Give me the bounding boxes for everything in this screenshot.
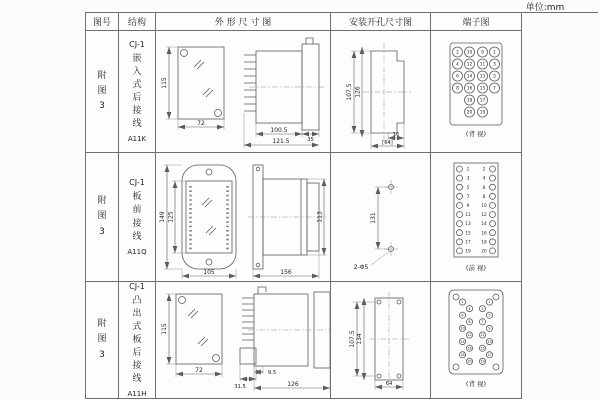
hole-label: 2-Φ5 <box>353 264 369 271</box>
structure-cell <box>119 31 156 153</box>
dim-label: 16 <box>392 132 400 138</box>
svg-text:5: 5 <box>466 185 470 191</box>
model-prefix: CJ-1 <box>129 39 145 49</box>
dim-label: 115 <box>161 323 168 335</box>
dim-label: 107.5 <box>349 330 356 348</box>
dim-label: 156 <box>280 269 292 276</box>
terminal-grid <box>457 166 496 255</box>
svg-text:15: 15 <box>465 231 471 237</box>
svg-text:9: 9 <box>488 326 491 331</box>
structure-text: 板前接线 <box>132 192 142 242</box>
svg-text:6: 6 <box>482 185 486 191</box>
svg-text:4: 4 <box>482 176 486 182</box>
terminal-cell-a11h <box>431 282 521 398</box>
header-terminal-col: 端子图 <box>431 13 521 31</box>
outline-cell-a11q <box>156 153 331 282</box>
view-caption: (前 视) <box>465 264 487 272</box>
svg-text:11: 11 <box>480 333 485 338</box>
mounting-drawing-a11k <box>331 31 431 153</box>
svg-text:8: 8 <box>456 86 459 92</box>
mounting-drawing-a11q <box>331 153 431 282</box>
svg-text:8: 8 <box>468 320 471 324</box>
top-rule <box>520 12 598 13</box>
svg-text:4: 4 <box>456 62 459 68</box>
dim-label: 149 <box>159 211 166 223</box>
terminal-grid <box>459 299 492 365</box>
svg-text:7: 7 <box>493 86 496 92</box>
dim-label: 72 <box>197 120 205 127</box>
svg-text:12: 12 <box>467 333 472 338</box>
terminal-cell-a11q <box>431 153 521 282</box>
svg-text:1: 1 <box>488 300 491 305</box>
svg-text:10: 10 <box>481 204 487 209</box>
dim-label: 9.5 <box>267 370 277 376</box>
figure-no: 附图3 <box>97 70 107 112</box>
svg-text:19: 19 <box>465 249 471 255</box>
outline-cell-a11h <box>156 282 331 398</box>
figure-no-cell <box>86 282 119 398</box>
dim-label: 64 <box>385 381 393 387</box>
svg-text:1: 1 <box>493 50 496 56</box>
svg-text:19: 19 <box>479 110 486 116</box>
dim-label: 126 <box>287 381 299 388</box>
model-code: A11K <box>127 135 147 144</box>
structure-text: 凸出式板后接线 <box>132 295 142 385</box>
dim-label: 35 <box>307 137 314 143</box>
structure-text: 嵌入式后接线 <box>132 53 142 130</box>
outline-drawing-a11q <box>156 153 331 282</box>
svg-text:7: 7 <box>481 320 484 324</box>
outline-drawing-a11k <box>156 31 331 153</box>
svg-text:8: 8 <box>482 194 486 200</box>
svg-text:10: 10 <box>460 326 465 331</box>
structure-cell <box>119 153 156 282</box>
svg-text:12: 12 <box>466 62 473 68</box>
svg-text:7: 7 <box>466 194 470 200</box>
outline-drawing-a11h <box>156 282 331 398</box>
svg-text:20: 20 <box>481 249 487 255</box>
svg-text:14: 14 <box>460 339 465 344</box>
terminal-diagram-a11q <box>431 153 521 282</box>
svg-text:18: 18 <box>460 353 465 357</box>
svg-text:10: 10 <box>466 50 473 56</box>
svg-text:17: 17 <box>479 98 486 104</box>
svg-text:9: 9 <box>466 204 470 209</box>
svg-text:13: 13 <box>479 74 486 80</box>
svg-text:18: 18 <box>481 240 487 246</box>
terminal-diagram-a11k <box>431 31 521 153</box>
model-code: A11Q <box>127 247 147 256</box>
svg-text:13: 13 <box>465 222 471 228</box>
dim-label: 126 <box>354 86 362 98</box>
svg-text:13: 13 <box>487 339 492 344</box>
svg-text:11: 11 <box>479 62 486 68</box>
svg-text:3: 3 <box>481 306 484 311</box>
svg-text:17: 17 <box>465 240 471 246</box>
svg-text:9: 9 <box>481 50 484 56</box>
structure-cell <box>119 282 156 398</box>
svg-text:17: 17 <box>487 353 492 357</box>
dim-label: 113 <box>316 211 324 223</box>
figure-no-cell <box>86 31 119 153</box>
svg-text:16: 16 <box>467 346 472 351</box>
unit-label: 单位:mm <box>525 3 565 13</box>
dim-label: 131 <box>370 212 377 224</box>
svg-text:20: 20 <box>466 110 473 116</box>
svg-text:15: 15 <box>480 346 485 351</box>
header-figure-col: 图号 <box>86 13 119 31</box>
svg-text:6: 6 <box>461 313 464 318</box>
dim-label: 107.5 <box>346 83 353 101</box>
dim-label: 134 <box>356 333 363 345</box>
svg-text:6: 6 <box>456 74 459 80</box>
dim-label: 115 <box>161 77 168 89</box>
svg-text:14: 14 <box>466 74 473 80</box>
mounting-cell-a11k <box>331 31 431 153</box>
svg-text:14: 14 <box>481 222 487 228</box>
dim-label: [64] <box>382 140 393 146</box>
svg-text:3: 3 <box>493 62 496 68</box>
figure-no: 附图3 <box>97 319 107 360</box>
svg-text:12: 12 <box>481 213 487 219</box>
mounting-cell-a11q <box>331 153 431 282</box>
svg-text:16: 16 <box>481 231 487 237</box>
terminal-diagram-a11h <box>431 282 521 398</box>
header-mounting-col: 安装开孔尺寸图 <box>331 13 431 31</box>
svg-text:2: 2 <box>461 300 464 305</box>
header-structure-col: 结构 <box>119 13 156 31</box>
dim-label: 100.5 <box>270 127 288 134</box>
spec-table <box>85 12 522 399</box>
dim-label: 72 <box>195 367 203 374</box>
dim-label: 125 <box>167 211 175 223</box>
svg-text:20: 20 <box>467 359 472 364</box>
figure-no-cell <box>86 153 119 282</box>
dim-label: 31.5 <box>234 384 246 390</box>
svg-text:5: 5 <box>488 313 491 318</box>
terminal-cell-a11k <box>431 31 521 153</box>
mounting-cell-a11h <box>331 282 431 398</box>
svg-text:15: 15 <box>479 86 486 92</box>
svg-text:19: 19 <box>480 359 485 364</box>
svg-text:11: 11 <box>465 213 471 219</box>
svg-text:1: 1 <box>466 167 470 173</box>
view-caption: (背 视) <box>465 130 487 138</box>
model-prefix: CJ-1 <box>129 282 145 291</box>
dim-label: 121.5 <box>272 138 290 145</box>
figure-no: 附图3 <box>97 196 107 237</box>
svg-text:2: 2 <box>456 50 459 56</box>
view-caption: (背 视) <box>465 380 487 388</box>
terminal-grid <box>453 47 500 117</box>
svg-text:16: 16 <box>466 86 473 92</box>
model-prefix: CJ-1 <box>129 178 145 188</box>
outline-cell-a11k <box>156 31 331 153</box>
svg-text:2: 2 <box>482 167 486 173</box>
model-code: A11H <box>127 390 147 398</box>
svg-text:4: 4 <box>468 306 471 311</box>
mounting-drawing-a11h <box>331 282 431 398</box>
dim-label: 105 <box>203 269 215 276</box>
header-outline-col: 外 形 尺 寸 图 <box>156 13 331 31</box>
svg-text:18: 18 <box>466 98 473 104</box>
svg-text:5: 5 <box>493 74 496 80</box>
svg-text:3: 3 <box>466 176 470 182</box>
